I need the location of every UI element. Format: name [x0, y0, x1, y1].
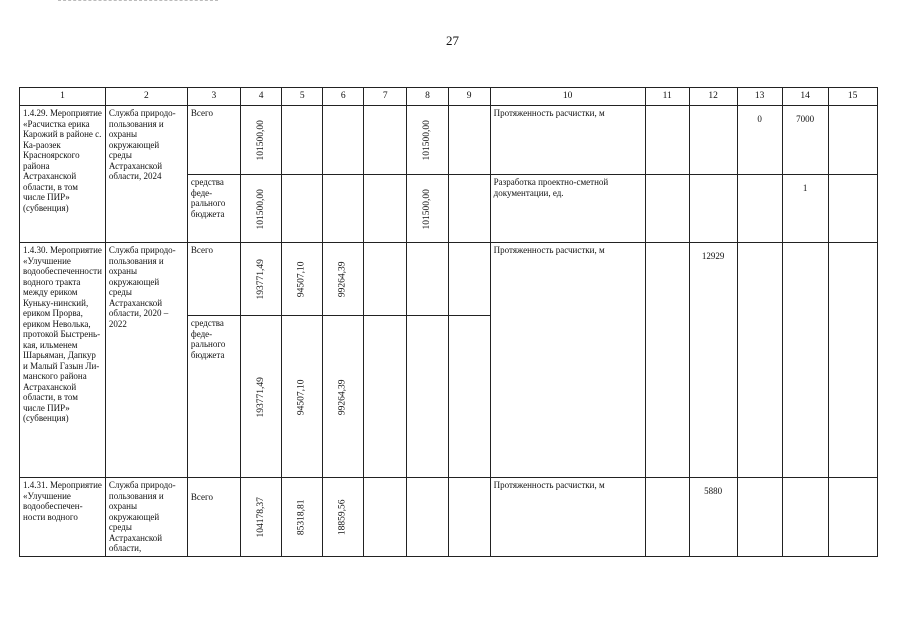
value-cell [689, 106, 737, 175]
value-cell [407, 243, 448, 316]
header-cell: 14 [782, 88, 828, 106]
value-cell [364, 478, 407, 557]
table-row [20, 243, 878, 316]
table-row [20, 478, 878, 557]
header-cell: 4 [240, 88, 281, 106]
value-cell [828, 175, 877, 243]
header-cell: 13 [737, 88, 782, 106]
funding-source: Всего [187, 478, 240, 557]
value-cell: 101500,00 [407, 175, 448, 243]
value-cell [364, 106, 407, 175]
value-cell [782, 243, 828, 478]
indicator-name: Протяженность расчистки, м [490, 243, 645, 478]
funding-source: Всего [187, 106, 240, 175]
page-number: 27 [446, 33, 459, 48]
value-cell [364, 243, 407, 316]
value-cell: 99264,39 [323, 243, 364, 316]
value-cell: 101500,00 [240, 175, 281, 243]
executor: Служба природо-пользования и охраны окружающей среды Астраханской области, 2024 [105, 106, 187, 243]
value-cell [828, 106, 877, 175]
value-cell [448, 106, 490, 175]
header-cell: 15 [828, 88, 877, 106]
value-cell [323, 175, 364, 243]
value-cell: 99264,39 [323, 316, 364, 478]
value-cell [782, 478, 828, 557]
header-cell: 11 [645, 88, 689, 106]
value-cell [737, 478, 782, 557]
value-cell: 94507,10 [282, 243, 323, 316]
value-cell: 1 [782, 175, 828, 243]
indicator-name: Протяженность расчистки, м [490, 478, 645, 557]
value-cell [282, 106, 323, 175]
value-cell [364, 175, 407, 243]
value-cell [828, 478, 877, 557]
funding-source: Всего [187, 243, 240, 316]
value-cell: 104178,37 [240, 478, 281, 557]
indicator-name: Разработка проектно-сметной документации, ед. [490, 175, 645, 243]
executor: Служба природо-пользования и охраны окружающей среды Астраханской области, [105, 478, 187, 557]
header-cell: 8 [407, 88, 448, 106]
value-cell [323, 106, 364, 175]
funding-source: средства феде-рального бюджета [187, 316, 240, 478]
header-cell: 12 [689, 88, 737, 106]
value-cell [282, 175, 323, 243]
value-cell [448, 316, 490, 478]
header-cell: 2 [105, 88, 187, 106]
value-cell: 193771,49 [240, 316, 281, 478]
value-cell: 94507,10 [282, 316, 323, 478]
header-cell: 10 [490, 88, 645, 106]
table-row [20, 106, 878, 175]
header-cell: 7 [364, 88, 407, 106]
value-cell: 0 [737, 106, 782, 175]
value-cell: 12929 [689, 243, 737, 478]
value-cell [407, 316, 448, 478]
value-cell [645, 106, 689, 175]
header-cell: 1 [20, 88, 106, 106]
funding-source: средства феде-рального бюджета [187, 175, 240, 243]
value-cell [737, 243, 782, 478]
value-cell: 101500,00 [240, 106, 281, 175]
header-cell: 3 [187, 88, 240, 106]
value-cell [448, 175, 490, 243]
header-cell: 6 [323, 88, 364, 106]
value-cell [645, 243, 689, 478]
scan-artifact [58, 0, 218, 3]
measure-name: 1.4.30. Мероприятие «Улучшение водообеспеченности водного тракта между ериком Куньку-нинский, ериком Прорва, ериком Неволька, протокой Быстрень-кая, ильменем Шарьяман, Дапкур и Малый Газын Ли-манского района Астраханской области, в том числе ПИР» (субвенция) [20, 243, 106, 478]
value-cell [407, 478, 448, 557]
value-cell: 101500,00 [407, 106, 448, 175]
value-cell [645, 175, 689, 243]
value-cell [645, 478, 689, 557]
value-cell: 5880 [689, 478, 737, 557]
executor: Служба природо-пользования и охраны окружающей среды Астраханской области, 2020 – 2022 [105, 243, 187, 478]
value-cell [448, 243, 490, 316]
value-cell: 85318,81 [282, 478, 323, 557]
value-cell [828, 243, 877, 478]
header-row [20, 88, 878, 106]
value-cell: 193771,49 [240, 243, 281, 316]
program-table [19, 87, 878, 557]
value-cell [689, 175, 737, 243]
measure-name: 1.4.31. Мероприятие «Улучшение водообеспечен-ности водного [20, 478, 106, 557]
indicator-name: Протяженность расчистки, м [490, 106, 645, 175]
value-cell [737, 175, 782, 243]
value-cell: 18859,56 [323, 478, 364, 557]
value-cell [448, 478, 490, 557]
measure-name: 1.4.29. Мероприятие «Расчистка ерика Карожий в районе с. Ка-раозек Красноярского района Астраханской области, в том числе ПИР» (субвенция) [20, 106, 106, 243]
value-cell: 7000 [782, 106, 828, 175]
header-cell: 9 [448, 88, 490, 106]
header-cell: 5 [282, 88, 323, 106]
value-cell [364, 316, 407, 478]
